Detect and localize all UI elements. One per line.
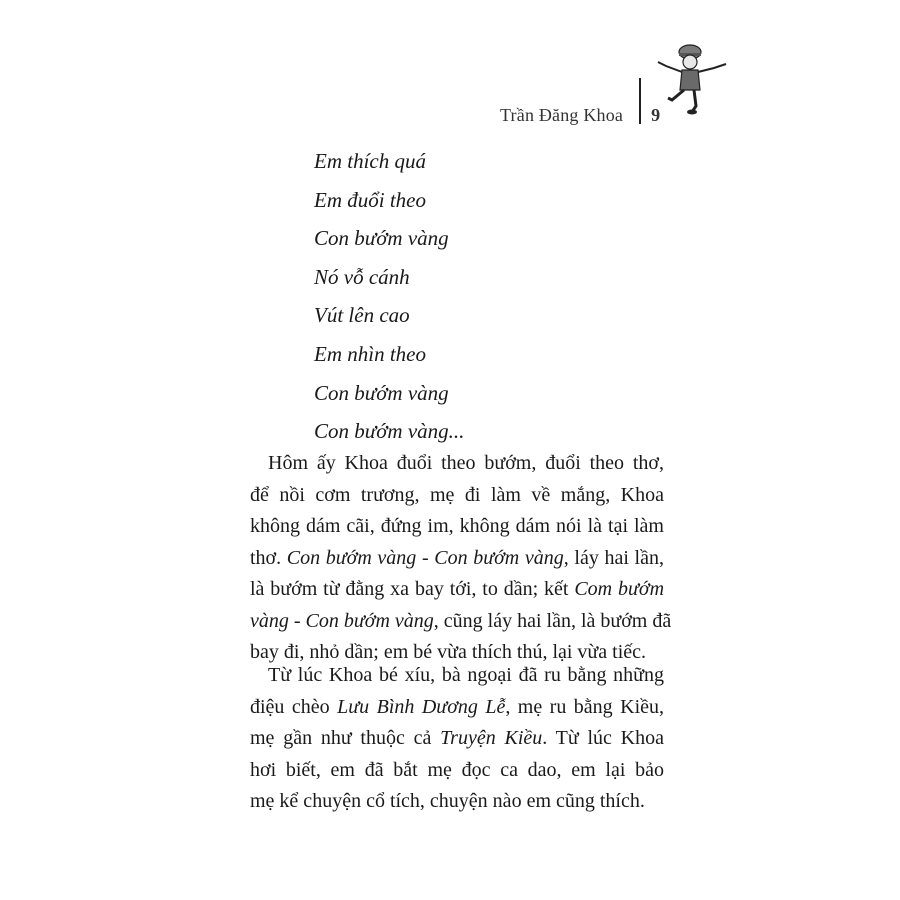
text-line	[250, 574, 664, 606]
poem	[314, 142, 464, 451]
text-line: Hôm ấy Khoa đuổi theo bướm, đuổi theo thơ,	[268, 452, 664, 474]
text-line	[250, 692, 664, 724]
child-dancing-icon	[652, 40, 732, 116]
italic-title: vàng - Con bướm vàng	[250, 609, 434, 632]
author-name: Trần Đăng Khoa	[500, 104, 624, 125]
poem-line: Vút lên cao	[314, 303, 410, 328]
text-line: mẹ kể chuyện cổ tích, chuyện nào em cũng thích.	[250, 790, 645, 812]
poem-line: Nó vỗ cánh	[314, 264, 410, 289]
italic-title: Con bướm vàng - Con bướm vàng	[286, 546, 564, 569]
text-line: để nồi cơm trương, mẹ đi làm về mắng, Khoa	[250, 483, 664, 506]
paragraph-2	[250, 660, 664, 818]
italic-title: Lưu Bình Dương Lễ	[337, 695, 506, 718]
text-line: Từ lúc Khoa bé xíu, bà ngoại đã ru bằng những	[268, 664, 664, 686]
text-run: . Từ lúc Khoa	[542, 727, 664, 749]
page-number: 9	[651, 104, 661, 125]
poem-line: Em đuổi theo	[314, 187, 426, 212]
text-line	[250, 606, 672, 638]
text-run: là bướm từ đằng xa bay tới, to dần; kết	[250, 578, 569, 600]
poem-line: Con bướm vàng...	[314, 419, 465, 444]
poem-line: Em thích quá	[314, 149, 426, 173]
header-divider	[639, 78, 641, 124]
text-line: không dám cãi, đứng im, không dám nói là tại làm	[250, 515, 664, 537]
text-line	[250, 543, 664, 575]
text-line: hơi biết, em đã bắt mẹ đọc ca dao, em lại bảo	[250, 758, 664, 781]
text-run: mẹ gần như thuộc cả	[250, 727, 432, 749]
poem-line: Con bướm vàng	[314, 380, 449, 405]
poem-line: Em nhìn theo	[314, 341, 426, 366]
poem-line: Con bướm vàng	[314, 226, 449, 251]
text-run: điệu chèo	[250, 695, 330, 718]
text-run: , láy hai lần,	[563, 546, 664, 569]
text-run: , cũng láy hai lần, là bướm đã	[433, 609, 672, 632]
text-line: bay đi, nhỏ dần; em bé vừa thích thú, lại vừa tiếc.	[250, 641, 647, 663]
text-line	[250, 723, 664, 755]
text-run: , mẹ ru bằng Kiều,	[505, 695, 665, 718]
running-header	[500, 92, 660, 138]
italic-title: Com bướm	[574, 578, 665, 600]
paragraph-1	[250, 448, 672, 669]
text-run: thơ.	[250, 546, 282, 569]
italic-title: Truyện Kiều	[440, 727, 543, 749]
